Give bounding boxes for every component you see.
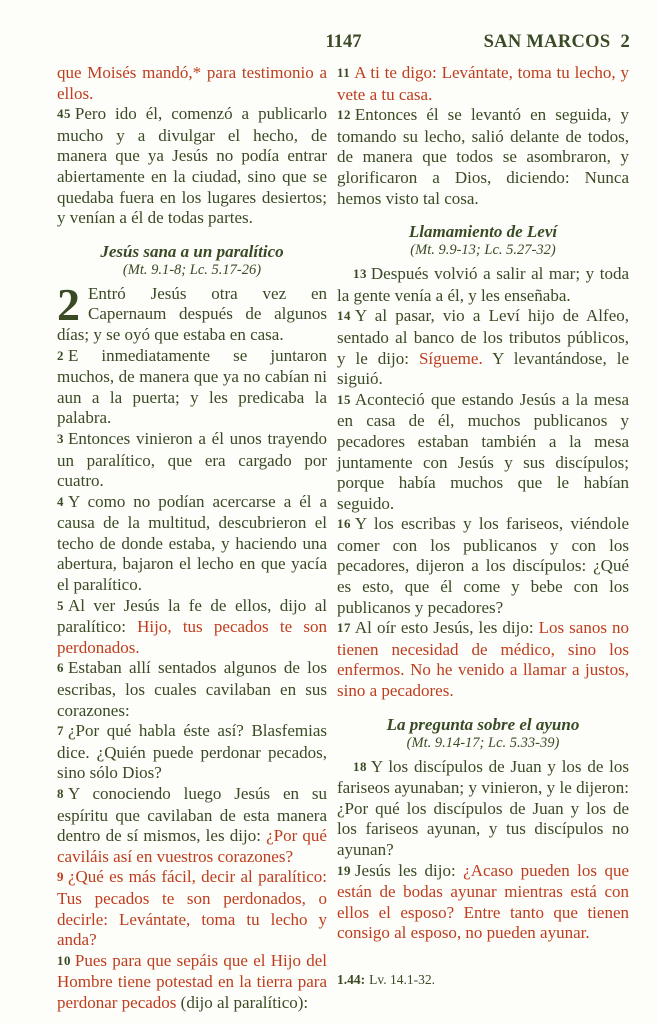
verse-text: Entró Jesús otra vez en Capernaum después de algunos días; y se oyó que estaba en casa. <box>57 283 327 344</box>
verse-number: 15 <box>337 391 351 407</box>
verse-text: Y los escribas y los fariseos, viéndole comer con los publicanos y con los pecadores, dijeron a los discípulos: ¿Qué es esto, que él come y bebe con los publicanos y pecadores? <box>337 514 629 617</box>
words-of-jesus-text: Los sanos no tienen necesidad de médico, sino los enfermos. No he venido a llamar a justos, sino a pecadores. <box>337 618 630 701</box>
verse-number: 9 <box>57 869 64 885</box>
section-reference: (Mt. 9.14-17; Lc. 5.33-39) <box>406 734 560 751</box>
verse-9 <box>57 867 327 950</box>
verse-14 <box>337 306 629 389</box>
verse-number: 18 <box>353 758 367 774</box>
verse-text: Entonces vinieron a él unos trayendo un paralítico, que era cargado por cuatro. <box>57 428 327 491</box>
verse-number: 17 <box>337 620 351 636</box>
verse-18 <box>337 757 629 861</box>
verse-text: Y los discípulos de Juan y los de los fariseos ayunaban; y vinieron, y le dijeron: ¿Por qué los discípulos de Juan y los de los fariseos ayunan, y tus discípulos no ayunan? <box>337 756 629 859</box>
section-reference: (Mt. 9.1-8; Lc. 5.17-26) <box>122 261 262 278</box>
verse-text: Aconteció que estando Jesús a la mesa en casa de él, muchos publicanos y pecadores estaban también a la mesa juntamente con Jesús y sus discípulos; porque había muchos que le habían seguido. <box>337 389 629 513</box>
verse-text: Entonces él se levantó en seguida, y tomando su lecho, salió delante de todos, de manera que todos se asombraron, y glorificaron a Dios, diciendo: Nunca hemos visto tal cosa. <box>337 105 629 208</box>
verse-text: E inmediatamente se juntaron muchos, de manera que ya no cabían ni aun a la puerta; y les predicaba la palabra. <box>57 345 327 428</box>
verse-number: 2 <box>57 347 64 363</box>
verse-text: Al oír esto Jesús, les dijo: <box>354 618 539 638</box>
words-of-jesus-text: Hijo, tus pecados te son perdonados. <box>57 617 327 657</box>
verse-45 <box>57 104 327 229</box>
verse-text: Y conociendo luego Jesús en su espíritu que cavilaban de esta manera dentro de sí mismos, les dijo: <box>57 784 327 846</box>
words-of-jesus-text: ¿Qué es más fácil, decir al paralítico: Tus pecados te son perdonados, o decirle: Levántate, toma tu lecho y anda? <box>57 867 327 950</box>
verse-text: (dijo al paralítico): <box>180 992 309 1012</box>
verse-number: 13 <box>353 266 367 282</box>
footnote <box>337 970 629 991</box>
page-content <box>57 0 630 1014</box>
verse-text: Después volvió a salir al mar; y toda la gente venía a él, y les enseñaba. <box>337 264 629 305</box>
section-reference: (Mt. 9.9-13; Lc. 5.27-32) <box>410 242 556 259</box>
footnote-text: Lv. 14.1-32. <box>369 971 435 987</box>
text-columns <box>57 63 630 1014</box>
verse-3 <box>57 429 327 492</box>
section-heading <box>337 222 629 260</box>
verse-number: 12 <box>337 107 351 123</box>
verse-text: Estaban allí sentados algunos de los escribas, los cuales cavilaban en sus corazones: <box>57 658 327 720</box>
verse-text: Y como no podían acercarse a él a causa de la multitud, descubrieron el techo de donde estaba, y haciendo una abertura, bajaron el lecho en que yacía el paralítico. <box>57 491 327 595</box>
words-of-jesus-text: Pues para que sepáis que el Hijo del Hombre tiene potestad en la tierra para perdonar pecados <box>57 950 327 1012</box>
verse-number: 16 <box>337 516 351 532</box>
chapter-paragraph <box>57 278 327 346</box>
verse-8 <box>57 784 327 867</box>
words-of-jesus-text: Sígueme. <box>418 348 483 368</box>
verse-10 <box>57 951 327 1014</box>
verse-2 <box>57 346 327 429</box>
section-title: La pregunta sobre el ayuno <box>386 714 580 734</box>
verse-number: 5 <box>57 597 64 613</box>
verse-4 <box>57 492 327 596</box>
verse-17 <box>337 618 629 701</box>
verse-19 <box>337 861 629 944</box>
verse-text: ¿Por qué habla éste así? Blasfemias dice. ¿Quién puede perdonar pecados, sino sólo Dios? <box>57 721 327 783</box>
chapter-number-header: 2 <box>620 32 630 52</box>
verse-text: Jesús les dijo: <box>354 860 464 880</box>
verse-12 <box>337 105 629 209</box>
verse-5 <box>57 596 327 659</box>
verse-number: 45 <box>57 106 71 122</box>
running-head <box>57 0 630 56</box>
words-of-jesus-text: que Moisés mandó,* para testimonio a ellos. <box>57 63 327 103</box>
verse-15 <box>337 390 629 515</box>
verse-number: 14 <box>337 308 351 324</box>
words-of-jesus-text: A ti te digo: Levántate, toma tu lecho, y vete a tu casa. <box>337 63 629 104</box>
verse-6 <box>57 658 327 721</box>
chapter-number-dropcap: 2 <box>57 278 80 330</box>
verse-16 <box>337 514 629 618</box>
verse-number: 6 <box>57 660 64 676</box>
verse-number: 19 <box>337 862 351 878</box>
page-number: 1147 <box>325 32 362 52</box>
left-column <box>57 63 327 1014</box>
verse-text: Y al pasar, vio a Leví hijo de Alfeo, sentado al banco de los tributos públicos, y le dijo: <box>337 306 629 368</box>
verse-7 <box>57 721 327 784</box>
footnote-reference: 1.44: <box>337 971 366 987</box>
verse-number: 11 <box>337 65 351 80</box>
right-column <box>337 63 629 1014</box>
verse-number: 3 <box>57 430 64 446</box>
book-title <box>484 32 630 53</box>
section-title: Llamamiento de Leví <box>408 222 558 242</box>
verse-number: 8 <box>57 786 64 801</box>
continued-paragraph <box>57 63 327 104</box>
verse-number: 10 <box>57 952 71 968</box>
verse-number: 7 <box>57 723 64 739</box>
book-name: SAN MARCOS <box>483 32 611 52</box>
words-of-jesus-text: ¿Acaso pueden los que están de bodas ayunar mientras está con ellos el esposo? Entre tanto que tienen consigo al esposo, no pueden ayunar. <box>337 860 629 943</box>
verse-text: Pero ido él, comenzó a publicarlo mucho y a divulgar el hecho, de manera que ya Jesús no podía entrar abiertamente en la ciudad, sino que se quedaba fuera en los lugares desiertos; y venían a él de todas partes. <box>57 104 327 228</box>
section-title: Jesús sana a un paralítico <box>100 241 284 261</box>
verse-13 <box>337 264 629 306</box>
section-heading <box>57 242 327 280</box>
verse-number: 4 <box>57 493 64 509</box>
words-of-jesus-text: ¿Por qué caviláis así en vuestros corazones? <box>57 826 327 866</box>
verse-11 <box>337 63 629 105</box>
verse-text: Y levantándose, le siguió. <box>337 348 629 389</box>
section-heading <box>337 715 629 753</box>
verse-text: Al ver Jesús la fe de ellos, dijo al paralítico: <box>57 595 327 637</box>
